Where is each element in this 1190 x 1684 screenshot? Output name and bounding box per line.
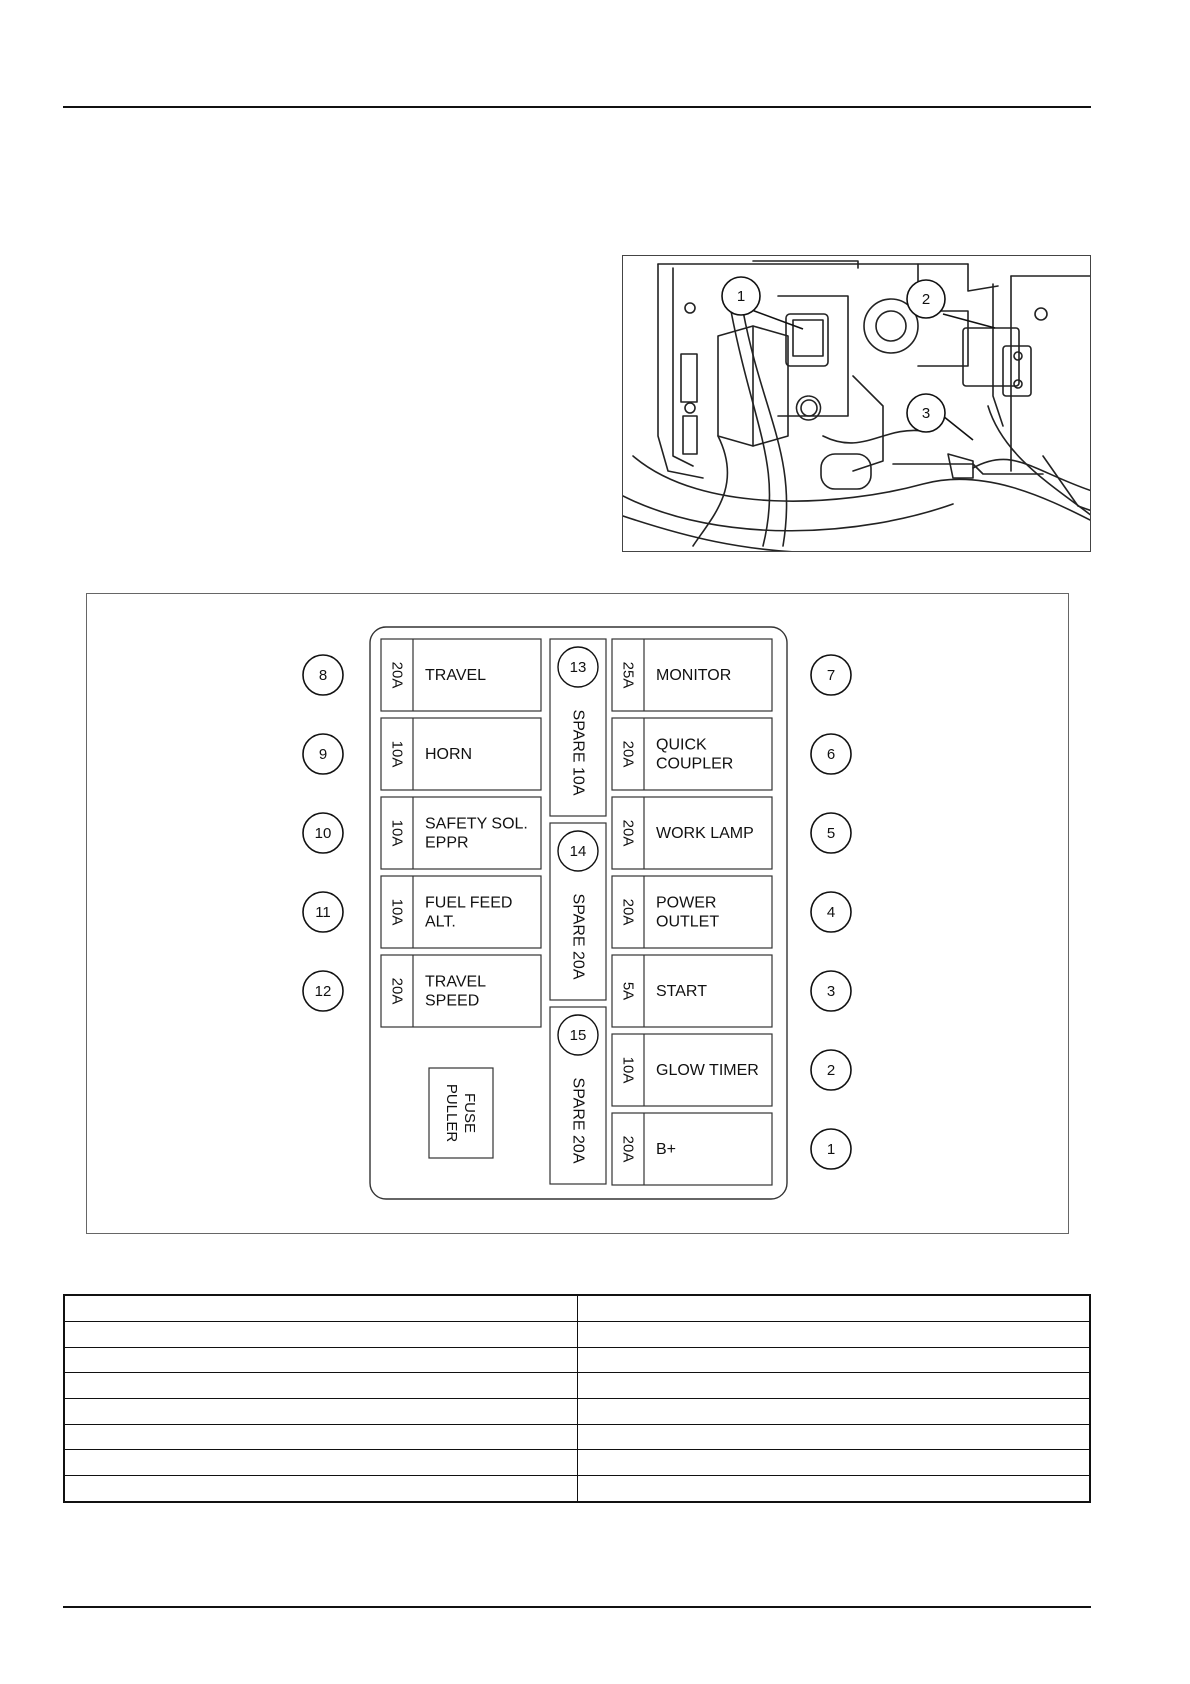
fuse-safety-sol-eppr xyxy=(303,797,541,869)
fuse-label: MONITOR xyxy=(656,667,732,684)
fuse-label: ALT. xyxy=(425,913,456,931)
table-row xyxy=(64,1476,1090,1502)
fuse-b xyxy=(612,1113,851,1185)
bottom-rule xyxy=(63,1606,1091,1608)
table-cell xyxy=(577,1321,1090,1347)
spare-label: SPARE 10A xyxy=(569,709,587,796)
table-cell xyxy=(64,1476,577,1502)
fuse-label: EPPR xyxy=(425,834,469,852)
fuse-label: WORK LAMP xyxy=(656,825,754,842)
fuse-power-outlet xyxy=(612,876,851,948)
spare-fuse-1 xyxy=(550,639,606,816)
fuse-travel xyxy=(303,639,541,711)
callout-number: 14 xyxy=(569,843,587,860)
fuse-label: TRAVEL xyxy=(425,667,487,684)
table-cell xyxy=(64,1295,577,1321)
fuse-label: POWER xyxy=(656,894,717,912)
table-row xyxy=(64,1450,1090,1476)
table-row xyxy=(64,1295,1090,1321)
fuse-label: QUICK xyxy=(656,736,707,754)
fuse-panel-diagram xyxy=(86,593,1069,1234)
fuse-rating: 10A xyxy=(388,898,406,926)
callout-number: 5 xyxy=(826,825,836,842)
fuse-start xyxy=(612,955,851,1027)
fuse-rating: 20A xyxy=(388,661,406,689)
fuse-label: HORN xyxy=(425,746,473,763)
callout-number: 3 xyxy=(826,983,836,1000)
fuse-label: GLOW TIMER xyxy=(656,1062,759,1079)
fuse-rating: 10A xyxy=(388,819,406,847)
fuse-glow-timer xyxy=(612,1034,851,1106)
fuse-monitor xyxy=(612,639,851,711)
fuse-label: FUEL FEED xyxy=(425,894,513,912)
table-row xyxy=(64,1347,1090,1373)
table-cell xyxy=(577,1347,1090,1373)
table-cell xyxy=(577,1450,1090,1476)
callout-number: 7 xyxy=(826,667,836,684)
fuse-rating: 20A xyxy=(619,1135,637,1163)
table-row xyxy=(64,1398,1090,1424)
spare-label: SPARE 20A xyxy=(569,893,587,980)
photo-callout-3: 3 xyxy=(921,405,931,422)
table-cell xyxy=(577,1476,1090,1502)
callout-number: 11 xyxy=(315,904,331,921)
spare-fuse-2 xyxy=(550,823,606,1000)
table-cell xyxy=(64,1347,577,1373)
fuse-puller xyxy=(429,1068,493,1158)
fuse-label: TRAVEL xyxy=(425,973,487,991)
fuse-rating: 20A xyxy=(619,898,637,926)
fuse-rating: 25A xyxy=(619,661,637,689)
callout-number: 6 xyxy=(826,746,836,763)
callout-number: 1 xyxy=(826,1141,836,1158)
callout-number: 8 xyxy=(318,667,328,684)
photo-callout-2: 2 xyxy=(921,291,931,308)
fuse-rating: 20A xyxy=(619,740,637,768)
top-rule xyxy=(63,106,1091,108)
fuse-label: SPEED xyxy=(425,992,480,1010)
callout-number: 2 xyxy=(826,1062,836,1079)
fuse-label: COUPLER xyxy=(656,755,734,773)
fuse-horn xyxy=(303,718,541,790)
table-row xyxy=(64,1321,1090,1347)
svg-text:FUSEPULLER xyxy=(443,1084,478,1143)
fuse-label: B+ xyxy=(656,1141,677,1158)
photo-callout-1: 1 xyxy=(736,288,746,305)
fuse-quick-coupler xyxy=(612,718,851,790)
table-cell xyxy=(64,1321,577,1347)
fuse-rating: 10A xyxy=(388,740,406,768)
callout-number: 9 xyxy=(318,746,328,763)
table-cell xyxy=(577,1373,1090,1399)
table-cell xyxy=(577,1424,1090,1450)
table-cell xyxy=(64,1398,577,1424)
fuse-fuel-feed-alt xyxy=(303,876,541,948)
fuse-rating: 10A xyxy=(619,1056,637,1084)
fuse-location-illustration xyxy=(622,255,1091,552)
table-row xyxy=(64,1373,1090,1399)
legend-table xyxy=(63,1294,1091,1503)
table-row xyxy=(64,1424,1090,1450)
table-cell xyxy=(64,1450,577,1476)
table-cell xyxy=(577,1398,1090,1424)
fuse-label: OUTLET xyxy=(656,913,720,931)
fuse-label: START xyxy=(656,983,707,1000)
table-cell xyxy=(577,1295,1090,1321)
spare-label: SPARE 20A xyxy=(569,1077,587,1164)
fuse-rating: 20A xyxy=(388,977,406,1005)
fuse-rating: 20A xyxy=(619,819,637,847)
fuse-rating: 5A xyxy=(619,981,637,1001)
callout-number: 15 xyxy=(569,1027,587,1044)
table-cell xyxy=(64,1373,577,1399)
callout-number: 4 xyxy=(826,904,836,921)
table-cell xyxy=(64,1424,577,1450)
fuse-puller-label: PULLER xyxy=(443,1083,460,1143)
fuse-travel-speed xyxy=(303,955,541,1027)
fuse-work-lamp xyxy=(612,797,851,869)
fuse-label: SAFETY SOL. xyxy=(425,815,528,833)
callout-number: 10 xyxy=(314,825,332,842)
callout-number: 13 xyxy=(569,659,587,676)
spare-fuse-3 xyxy=(550,1007,606,1184)
fuse-puller-label: FUSE xyxy=(461,1092,478,1134)
callout-number: 12 xyxy=(314,983,332,1000)
